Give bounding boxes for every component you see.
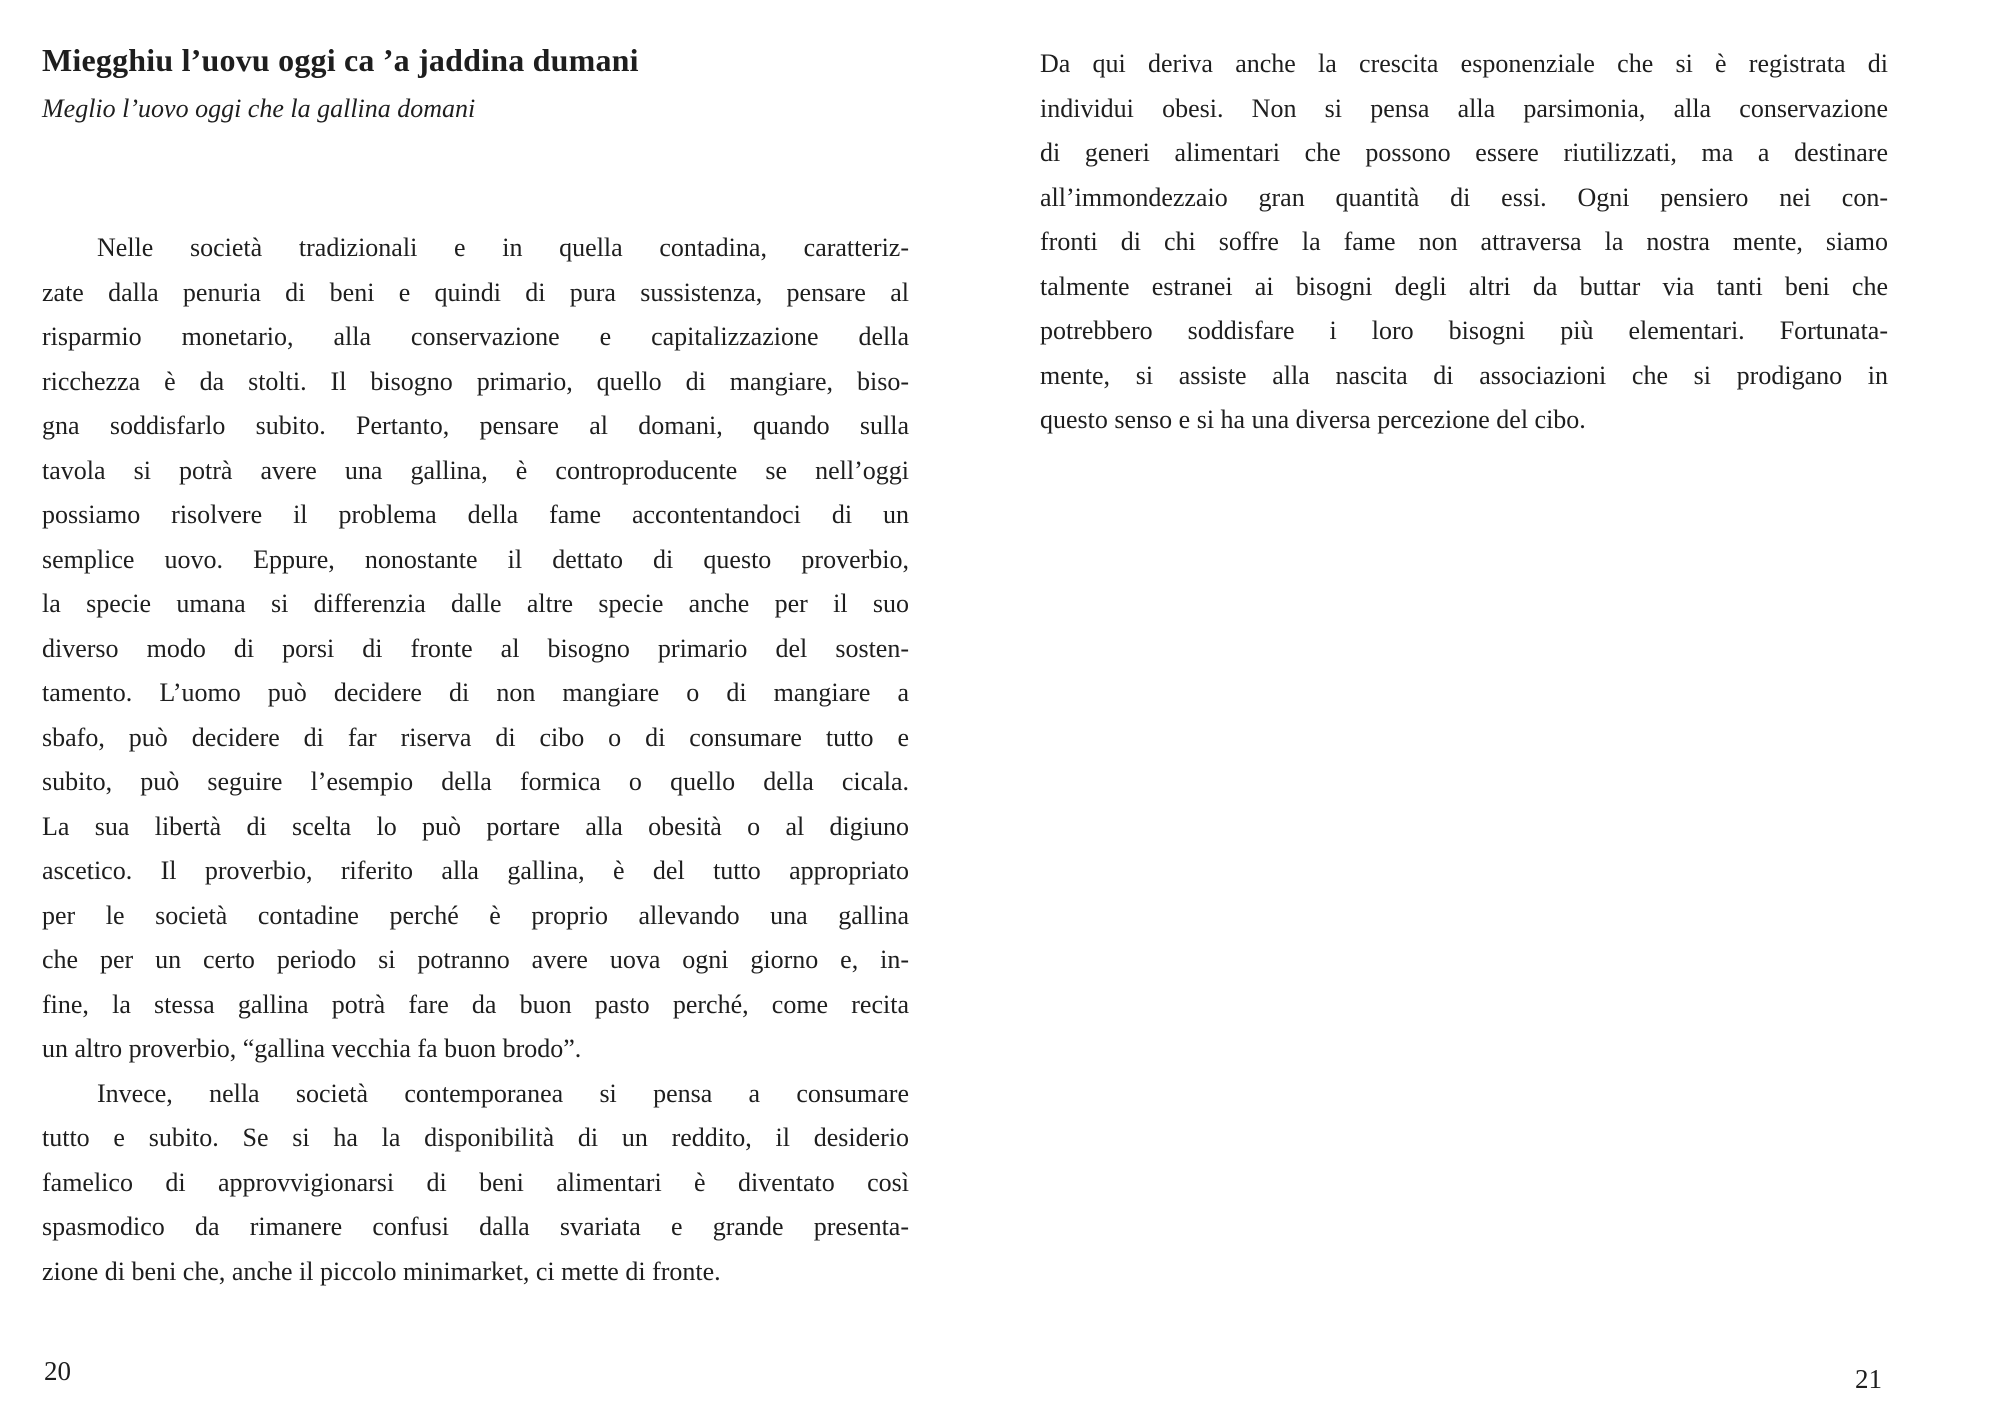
text-line: per le società contadine perché è proprio allevando una gallina bbox=[42, 900, 909, 930]
text-line: diverso modo di porsi di fronte al bisogno primario del sosten- bbox=[42, 633, 909, 663]
text-line: tamento. L’uomo può decidere di non mangiare o di mangiare a bbox=[42, 678, 909, 707]
text-line: che per un certo periodo si potranno avere uova ogni giorno e, in- bbox=[42, 945, 909, 974]
text-line: talmente estranei ai bisogni degli altri da buttar via tanti beni che bbox=[1040, 271, 1888, 301]
text-line: risparmio monetario, alla conservazione e capitalizzazione della bbox=[42, 322, 909, 351]
text-line: mente, si assiste alla nascita di associazioni che si prodigano in bbox=[1040, 360, 1888, 390]
text-line: subito, può seguire l’esempio della formica o quello della cicala. bbox=[42, 767, 909, 796]
page-number-left: 20 bbox=[44, 1356, 71, 1386]
text-line: zione di beni che, anche il piccolo minimarket, ci mette di fronte. bbox=[42, 1256, 721, 1286]
text-line: gna soddisfarlo subito. Pertanto, pensare al domani, quando sulla bbox=[42, 411, 909, 440]
page-title: Miegghiu l’uovu oggi ca ’a jaddina dumani bbox=[42, 42, 639, 78]
text-line: Da qui deriva anche la crescita esponenziale che si è registrata di bbox=[1040, 49, 1888, 78]
page-subtitle: Meglio l’uovo oggi che la gallina domani bbox=[42, 94, 476, 123]
page-number-right: 21 bbox=[1855, 1364, 1882, 1394]
text-line: la specie umana si differenzia dalle altre specie anche per il suo bbox=[42, 589, 909, 618]
left-page-body bbox=[42, 226, 909, 1294]
paragraph bbox=[1040, 42, 1888, 443]
text-line: individui obesi. Non si pensa alla parsimonia, alla conservazione bbox=[1040, 93, 1888, 123]
text-line: Nelle società tradizionali e in quella contadina, caratteriz- bbox=[97, 233, 909, 262]
text-line: un altro proverbio, “gallina vecchia fa buon brodo”. bbox=[42, 1034, 582, 1063]
text-line: all’immondezzaio gran quantità di essi. Ogni pensiero nei con- bbox=[1040, 182, 1888, 212]
paragraph bbox=[42, 1072, 909, 1295]
text-line: ricchezza è da stolti. Il bisogno primario, quello di mangiare, biso- bbox=[42, 366, 909, 396]
paragraph bbox=[42, 226, 909, 1072]
text-line: La sua libertà di scelta lo può portare alla obesità o al digiuno bbox=[42, 811, 909, 841]
right-page-body bbox=[1040, 42, 1888, 443]
text-line: potrebbero soddisfare i loro bisogni più elementari. Fortunata- bbox=[1040, 316, 1888, 345]
text-line: possiamo risolvere il problema della fame accontentandoci di un bbox=[42, 500, 909, 529]
text-line: Invece, nella società contemporanea si pensa a consumare bbox=[97, 1078, 909, 1108]
text-line: zate dalla penuria di beni e quindi di pura sussistenza, pensare al bbox=[42, 277, 909, 307]
text-line: tutto e subito. Se si ha la disponibilità di un reddito, il desiderio bbox=[42, 1123, 909, 1152]
left-page bbox=[42, 0, 909, 1425]
text-line: tavola si potrà avere una gallina, è controproducente se nell’oggi bbox=[42, 455, 909, 485]
text-line: di generi alimentari che possono essere riutilizzati, ma a destinare bbox=[1040, 138, 1888, 167]
right-page bbox=[1040, 0, 1888, 1425]
text-line: sbafo, può decidere di far riserva di cibo o di consumare tutto e bbox=[42, 722, 909, 752]
text-line: fine, la stessa gallina potrà fare da buon pasto perché, come recita bbox=[42, 989, 909, 1019]
text-line: fronti di chi soffre la fame non attraversa la nostra mente, siamo bbox=[1040, 227, 1888, 256]
text-line: spasmodico da rimanere confusi dalla svariata e grande presenta- bbox=[42, 1212, 909, 1241]
text-line: ascetico. Il proverbio, riferito alla gallina, è del tutto appropriato bbox=[42, 856, 909, 885]
text-line: questo senso e si ha una diversa percezione del cibo. bbox=[1040, 405, 1586, 434]
text-line: famelico di approvvigionarsi di beni alimentari è diventato così bbox=[42, 1167, 909, 1197]
text-line: semplice uovo. Eppure, nonostante il dettato di questo proverbio, bbox=[42, 544, 909, 574]
